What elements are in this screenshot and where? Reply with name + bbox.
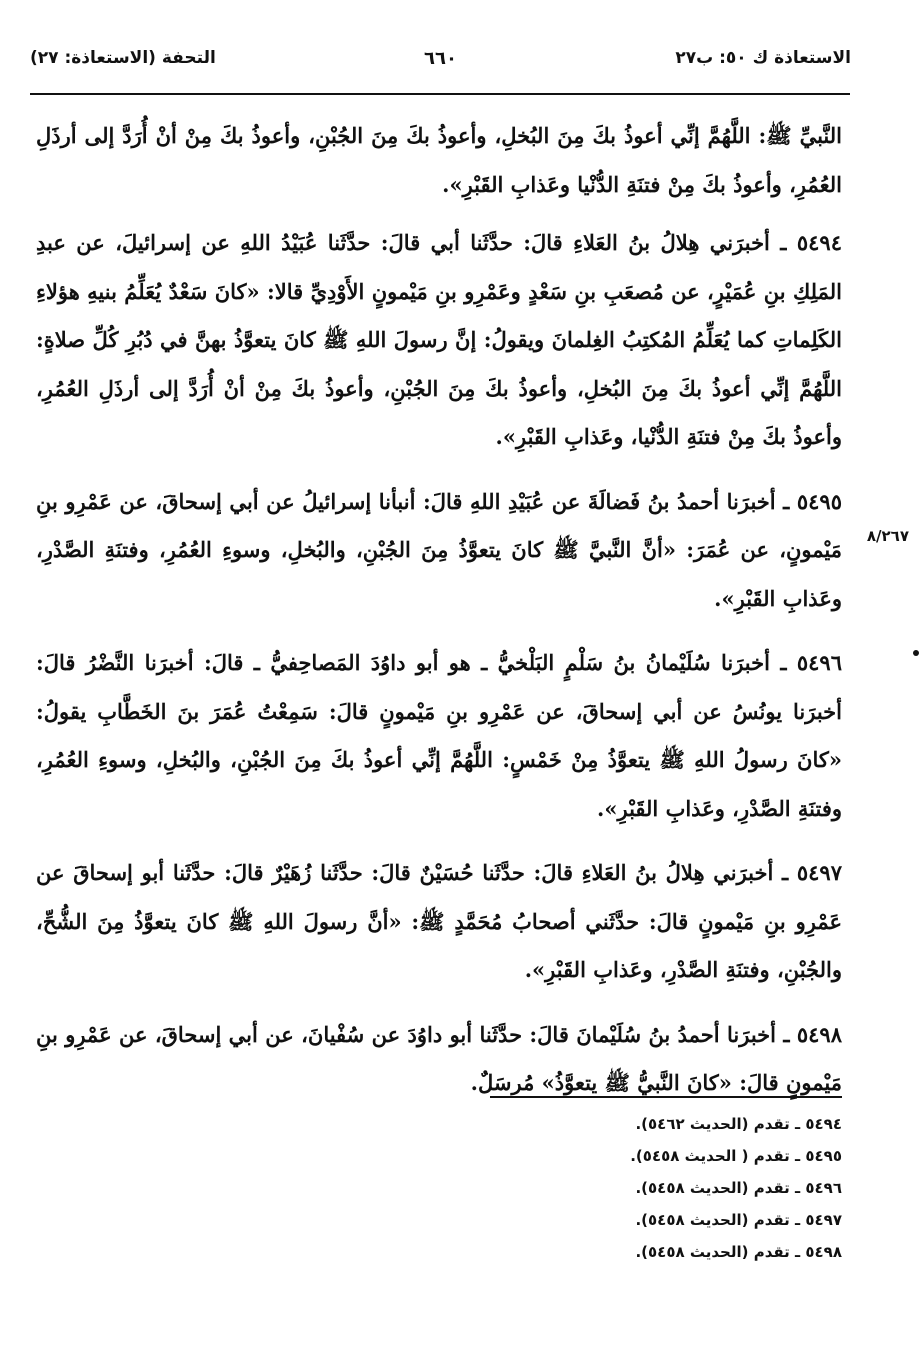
header-divider xyxy=(30,93,850,95)
hadith-text xyxy=(36,112,842,1124)
chapter-reference: الاستعاذة ك ٥٠: ب٢٧ xyxy=(675,48,851,68)
margin-reference: ٨/٢٦٧ xyxy=(866,527,909,545)
tuhfa-reference: التحفة (الاستعاذة: ٢٧) xyxy=(30,48,216,68)
footnote-5494: ٥٤٩٤ ـ تقدم (الحديث ٥٤٦٢). xyxy=(635,1115,842,1133)
page-number: ٦٦٠ xyxy=(424,48,457,69)
hadith-5495: ٥٤٩٥ ـ أخبرَنا أحمدُ بنُ فَضالَةَ عن عُبَيْدِ اللهِ قالَ: أنبأنا إسرائيلُ عن أبي إسحاقَ، عن عَمْرِو بنِ مَيْمونٍ، عن عُمَرَ: «أنَّ النَّبيَّ ﷺ كانَ يتعوَّذُ مِنَ الجُبْنِ، والبُخلِ، وسوءِ العُمُرِ، وفتنَةِ الصَّدْرِ، وعَذابِ القَبْرِ». xyxy=(36,488,842,611)
footnote-5498: ٥٤٩٨ ـ تقدم (الحديث ٥٤٥٨). xyxy=(635,1243,842,1261)
footnote-divider xyxy=(490,1096,842,1098)
hadith-5497: ٥٤٩٧ ـ أخبرَني هِلالُ بنُ العَلاءِ قالَ: حدَّثَنا حُسَيْنٌ قالَ: حدَّثَنا زُهَيْرٌ قالَ: حدَّثَنا أبو إسحاقَ عن عَمْرِو بنِ مَيْمونٍ قالَ: حدَّثَني أصحابُ مُحَمَّدٍ ﷺ: «أنَّ رسولَ اللهِ ﷺ كانَ يتعوَّذُ مِنَ الشُّحِّ، والجُبْنِ، وفتنَةِ الصَّدْرِ، وعَذابِ القَبْرِ». xyxy=(36,860,842,982)
hadith-5498: ٥٤٩٨ ـ أخبرَنا أحمدُ بنُ سُلَيْمانَ قالَ: حدَّثَنا أبو داوُدَ عن سُفْيانَ، عن أبي إسحاقَ، عن عَمْرِو بنِ مَيْمونٍ قالَ: «كانَ النَّبيُّ ﷺ يتعوَّذُ» مُرسَلٌ. xyxy=(36,1021,842,1095)
hadith-5496: ٥٤٩٦ ـ أخبرَنا سُلَيْمانُ بنُ سَلْمٍ البَلْخيُّ ـ هو أبو داوُدَ المَصاحِفيُّ ـ قالَ: أخبرَنا النَّضْرُ قالَ: أخبرَنا يونُسُ عن أبي إسحاقَ، عن عَمْرِو بنِ مَيْمونٍ قالَ: سَمِعْتُ عُمَرَ بنَ الخَطَّابِ يقولُ: «كانَ رسولُ اللهِ ﷺ يتعوَّذُ مِنْ خَمْسٍ: اللَّهُمَّ إنِّي أعوذُ بكَ مِنَ الجُبْنِ، والبُخلِ، وسوءِ العُمُرِ، وفتنَةِ الصَّدْرِ، وعَذابِ القَبْرِ». xyxy=(36,650,842,821)
hadith-5494: ٥٤٩٤ ـ أخبرَني هِلالُ بنُ العَلاءِ قالَ: حدَّثَنا أبي قالَ: حدَّثَنا عُبَيْدُ اللهِ عن إسرائيلَ، عن عبدِ المَلِكِ بنِ عُمَيْرٍ، عن مُصعَبِ بنِ سَعْدٍ وعَمْرِو بنِ مَيْمونٍ الأَوْدِيِّ قالا: «كانَ سَعْدٌ يُعَلِّمُ بنيهِ هؤلاءِ الكَلِماتِ كما يُعَلِّمُ المُكتِبُ الغِلمانَ ويقولُ: إنَّ رسولَ اللهِ ﷺ كانَ يتعوَّذُ بهنَّ في دُبُرِ كُلِّ صلاةٍ: اللَّهُمَّ إنِّي أعوذُ بكَ مِنَ البُخلِ، وأعوذُ بكَ مِنَ الجُبْنِ، وأعوذُ بكَ مِنْ أنْ أُرَدَّ إلى أرذَلِ العُمُرِ، وأعوذُ بكَ مِنْ فتنَةِ الدُّنْيا، وعَذابِ القَبْرِ». xyxy=(36,230,842,449)
paragraph-continuation: النَّبيِّ ﷺ: اللَّهُمَّ إنِّي أعوذُ بكَ مِنَ البُخلِ، وأعوذُ بكَ مِنَ الجُبْنِ، وأعوذُ بكَ مِنْ أنْ أُرَدَّ إلى أرذَلِ العُمُرِ، وأعوذُ بكَ مِنْ فتنَةِ الدُّنْيا وعَذابِ القَبْرِ». xyxy=(36,123,843,197)
page-header xyxy=(30,44,851,74)
footnote-5497: ٥٤٩٧ ـ تقدم (الحديث ٥٤٥٨). xyxy=(635,1211,842,1229)
footnote-5496: ٥٤٩٦ ـ تقدم (الحديث ٥٤٥٨). xyxy=(635,1179,842,1197)
footnote-5495: ٥٤٩٥ ـ تقدم ( الحديث ٥٤٥٨). xyxy=(630,1147,842,1165)
footnotes xyxy=(342,1108,842,1268)
margin-dot xyxy=(913,650,919,656)
